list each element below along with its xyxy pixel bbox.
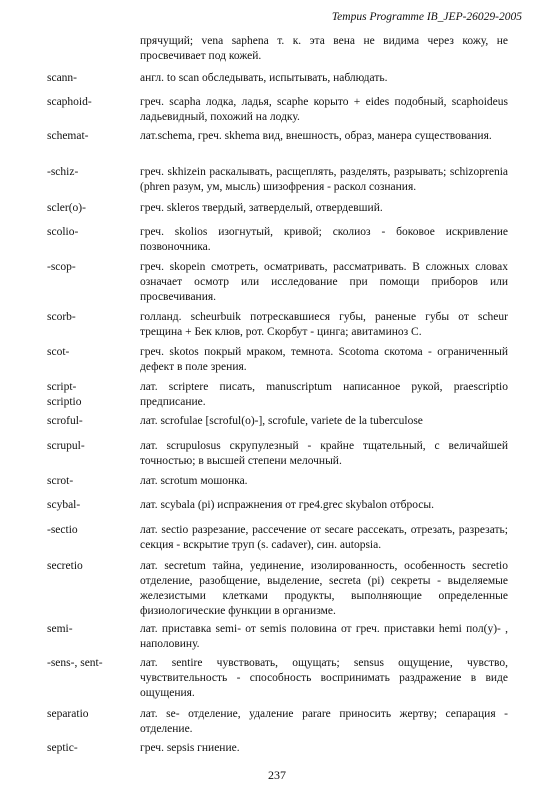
page-number: 237 [268, 768, 286, 782]
entry-definition: греч. scapha лодка, ладья, scaphe корыто + eides подобный, scaphoideus ладьевидный, похожий на лодку. [140, 96, 508, 123]
entry-term: scrupul- [47, 440, 85, 452]
running-header: Tempus Programme IB_JEP-26029-2005 [331, 11, 522, 23]
entry-term: -schiz- [47, 166, 79, 178]
entry-term: semi- [47, 623, 73, 635]
entry-definition: англ. to scan обследывать, испытывать, наблюдать. [140, 72, 388, 84]
entry-definition: лат. scybala (pi) испражнения от гре4.grec skybalon отбросы. [140, 499, 434, 511]
entry-term: scrot- [47, 475, 74, 487]
entry-term: -scop- [47, 261, 76, 273]
entry-definition: лат. scriptere писать, manuscriptum написанное рукой, praescriptio предписание. [140, 381, 508, 408]
entry-term: septic- [47, 742, 78, 754]
entry-definition: греч. skleros твердый, затвердeлый, отвердевший. [140, 202, 383, 214]
entry-definition: голланд. scheurbuik потрескавшиеся губы, раненые губы от scheur трещина + Бек клюв, рот. Скорбут - цинга; авитаминоз С. [140, 311, 508, 338]
entry-definition: греч. skhizein раскалывать, расщеплять, разделять, разрывать; schizoprenia (phren разум, ум, мысль) шизофрения - раскол сознания. [140, 166, 508, 193]
entry-definition: греч. skotos покрый мраком, темнота. Scotoma скотома - ограниченный дефект в поле зрения. [140, 346, 508, 373]
entry-term: scann- [47, 72, 78, 84]
entry-term: scot- [47, 346, 70, 358]
entry-definition: лат. scrupulosus скрупулезный - крайне тщательный, с величайшей точностью; в высшей степени мелочный. [140, 440, 508, 467]
entry-definition: лат. scrofulae [scroful(o)-], scrofule, variete de la tuberculose [140, 415, 423, 427]
entry-definition: лат. scrotum мошонка. [140, 475, 248, 487]
entry-term: -sectio [47, 524, 78, 536]
entry-term: scolio- [47, 226, 79, 238]
entry-term: scaphoid- [47, 96, 92, 108]
entry-term: scybal- [47, 499, 81, 511]
entry-term: separatio [47, 708, 89, 720]
entry-term: scler(o)- [47, 202, 86, 214]
entry-term: -sens-, sent- [47, 657, 103, 669]
entry-term: schemat- [47, 130, 89, 142]
entry-term: script- scriptio [47, 381, 82, 408]
entry-definition: прячущий; vena saphena т. к. эта вена не видима через кожу, не просвечивает под кожей. [140, 35, 508, 62]
entry-definition: лат. приставка semi- от semis половина от греч. приставки hemi пол(у)- , наполовину. [140, 623, 508, 650]
entry-term: secretio [47, 560, 83, 572]
entry-definition: лат.schema, греч. skhema вид, внешность, образ, манера существования. [140, 130, 492, 142]
entry-definition: греч. skolios изогнутый, кривой; сколиоз - боковое искривление позвоночника. [140, 226, 508, 253]
entry-definition: лат. secretum тайна, уединение, изолированность, особенность secretio отделение, разобщение, выделение, secreta (pi) секреты - выделяемые железистыми клетками продукты, выполняющие определенные физиологические функции в организме. [140, 560, 508, 617]
entry-term: scorb- [47, 311, 76, 323]
entry-definition: греч. sepsis гниение. [140, 742, 240, 754]
entry-definition: лат. se- отделение, удаление parare приносить жертву; сепарация - отделение. [140, 708, 508, 735]
entry-definition: лат. sectio разрезание, рассечение от secare рассекать, отрезать, разрезать; секция - вскрытие труп (s. cadaver), син. autopsia. [140, 524, 508, 551]
entry-definition: греч. skopein смотреть, осматривать, рассматривать. В сложных словах означает осмотр или исследование при помощи приборов или просвечивания. [140, 261, 508, 303]
entry-term: scroful- [47, 415, 83, 427]
entry-definition: лат. sentire чувствовать, ощущать; sensus ощущение, чувство, чувствительность - способность воспринимать раздражение в виде ощущения. [140, 657, 508, 699]
